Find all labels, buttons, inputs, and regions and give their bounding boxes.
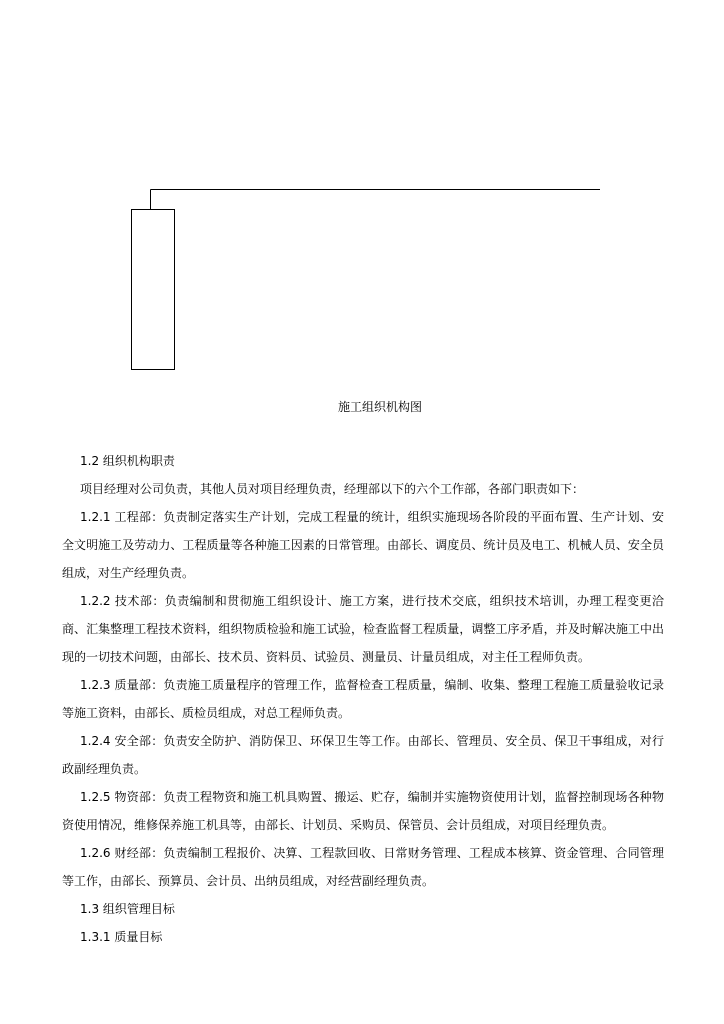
figure-caption: 施工组织机构图 — [337, 400, 422, 414]
document-body — [62, 447, 664, 951]
paragraph-1-2-2: 1.2.2 技术部：负责编制和贯彻施工组织设计、施工方案，进行技术交底，组织技术培训，办理工程变更洽商、汇集整理工程技术资料，组织物质检验和施工试验，检查监督工程质量，调整工序矛盾，并及时解决施工中出现的一切技术问题，由部长、技术员、资料员、试验员、测量员、计量员组成，对主任工程师负责。 — [62, 594, 664, 664]
paragraph-1-2-4: 1.2.4 安全部：负责安全防护、消防保卫、环保卫生等工作。由部长、管理员、安全员、保卫干事组成，对行政副经理负责。 — [62, 734, 664, 776]
org-chart — [0, 0, 724, 400]
paragraph-1-2-1: 1.2.1 工程部：负责制定落实生产计划，完成工程量的统计，组织实施现场各阶段的平面布置、生产计划、安全文明施工及劳动力、工程质量等各种施工因素的日常管理。由部长、调度员、统计员及电工、机械人员、安全员组成，对生产经理负责。 — [62, 510, 664, 580]
paragraph-1-2-3: 1.2.3 质量部：负责施工质量程序的管理工作，监督检查工程质量，编制、收集、整理工程施工质量验收记录等施工资料，由部长、质检员组成，对总工程师负责。 — [62, 678, 664, 720]
intro-paragraph: 项目经理对公司负责，其他人员对项目经理负责，经理部以下的六个工作部，各部门职责如下： — [80, 482, 585, 496]
heading-1-3: 1.3 组织管理目标 — [80, 902, 175, 916]
heading-1-2: 1.2 组织机构职责 — [80, 454, 175, 468]
heading-1-3-1: 1.3.1 质量目标 — [80, 930, 163, 944]
paragraph-1-2-6: 1.2.6 财经部：负责编制工程报价、决算、工程款回收、日常财务管理、工程成本核算、资金管理、合同管理等工作，由部长、预算员、会计员、出纳员组成，对经营副经理负责。 — [62, 846, 664, 888]
paragraph-1-2-5: 1.2.5 物资部：负责工程物资和施工机具购置、搬运、贮存，编制并实施物资使用计划，监督控制现场各种物资使用情况，维修保养施工机具等，由部长、计划员、采购员、保管员、会计员组成，对项目经理负责。 — [62, 790, 664, 832]
org-chart-drawing — [0, 0, 724, 400]
org-chart-box — [132, 210, 175, 370]
